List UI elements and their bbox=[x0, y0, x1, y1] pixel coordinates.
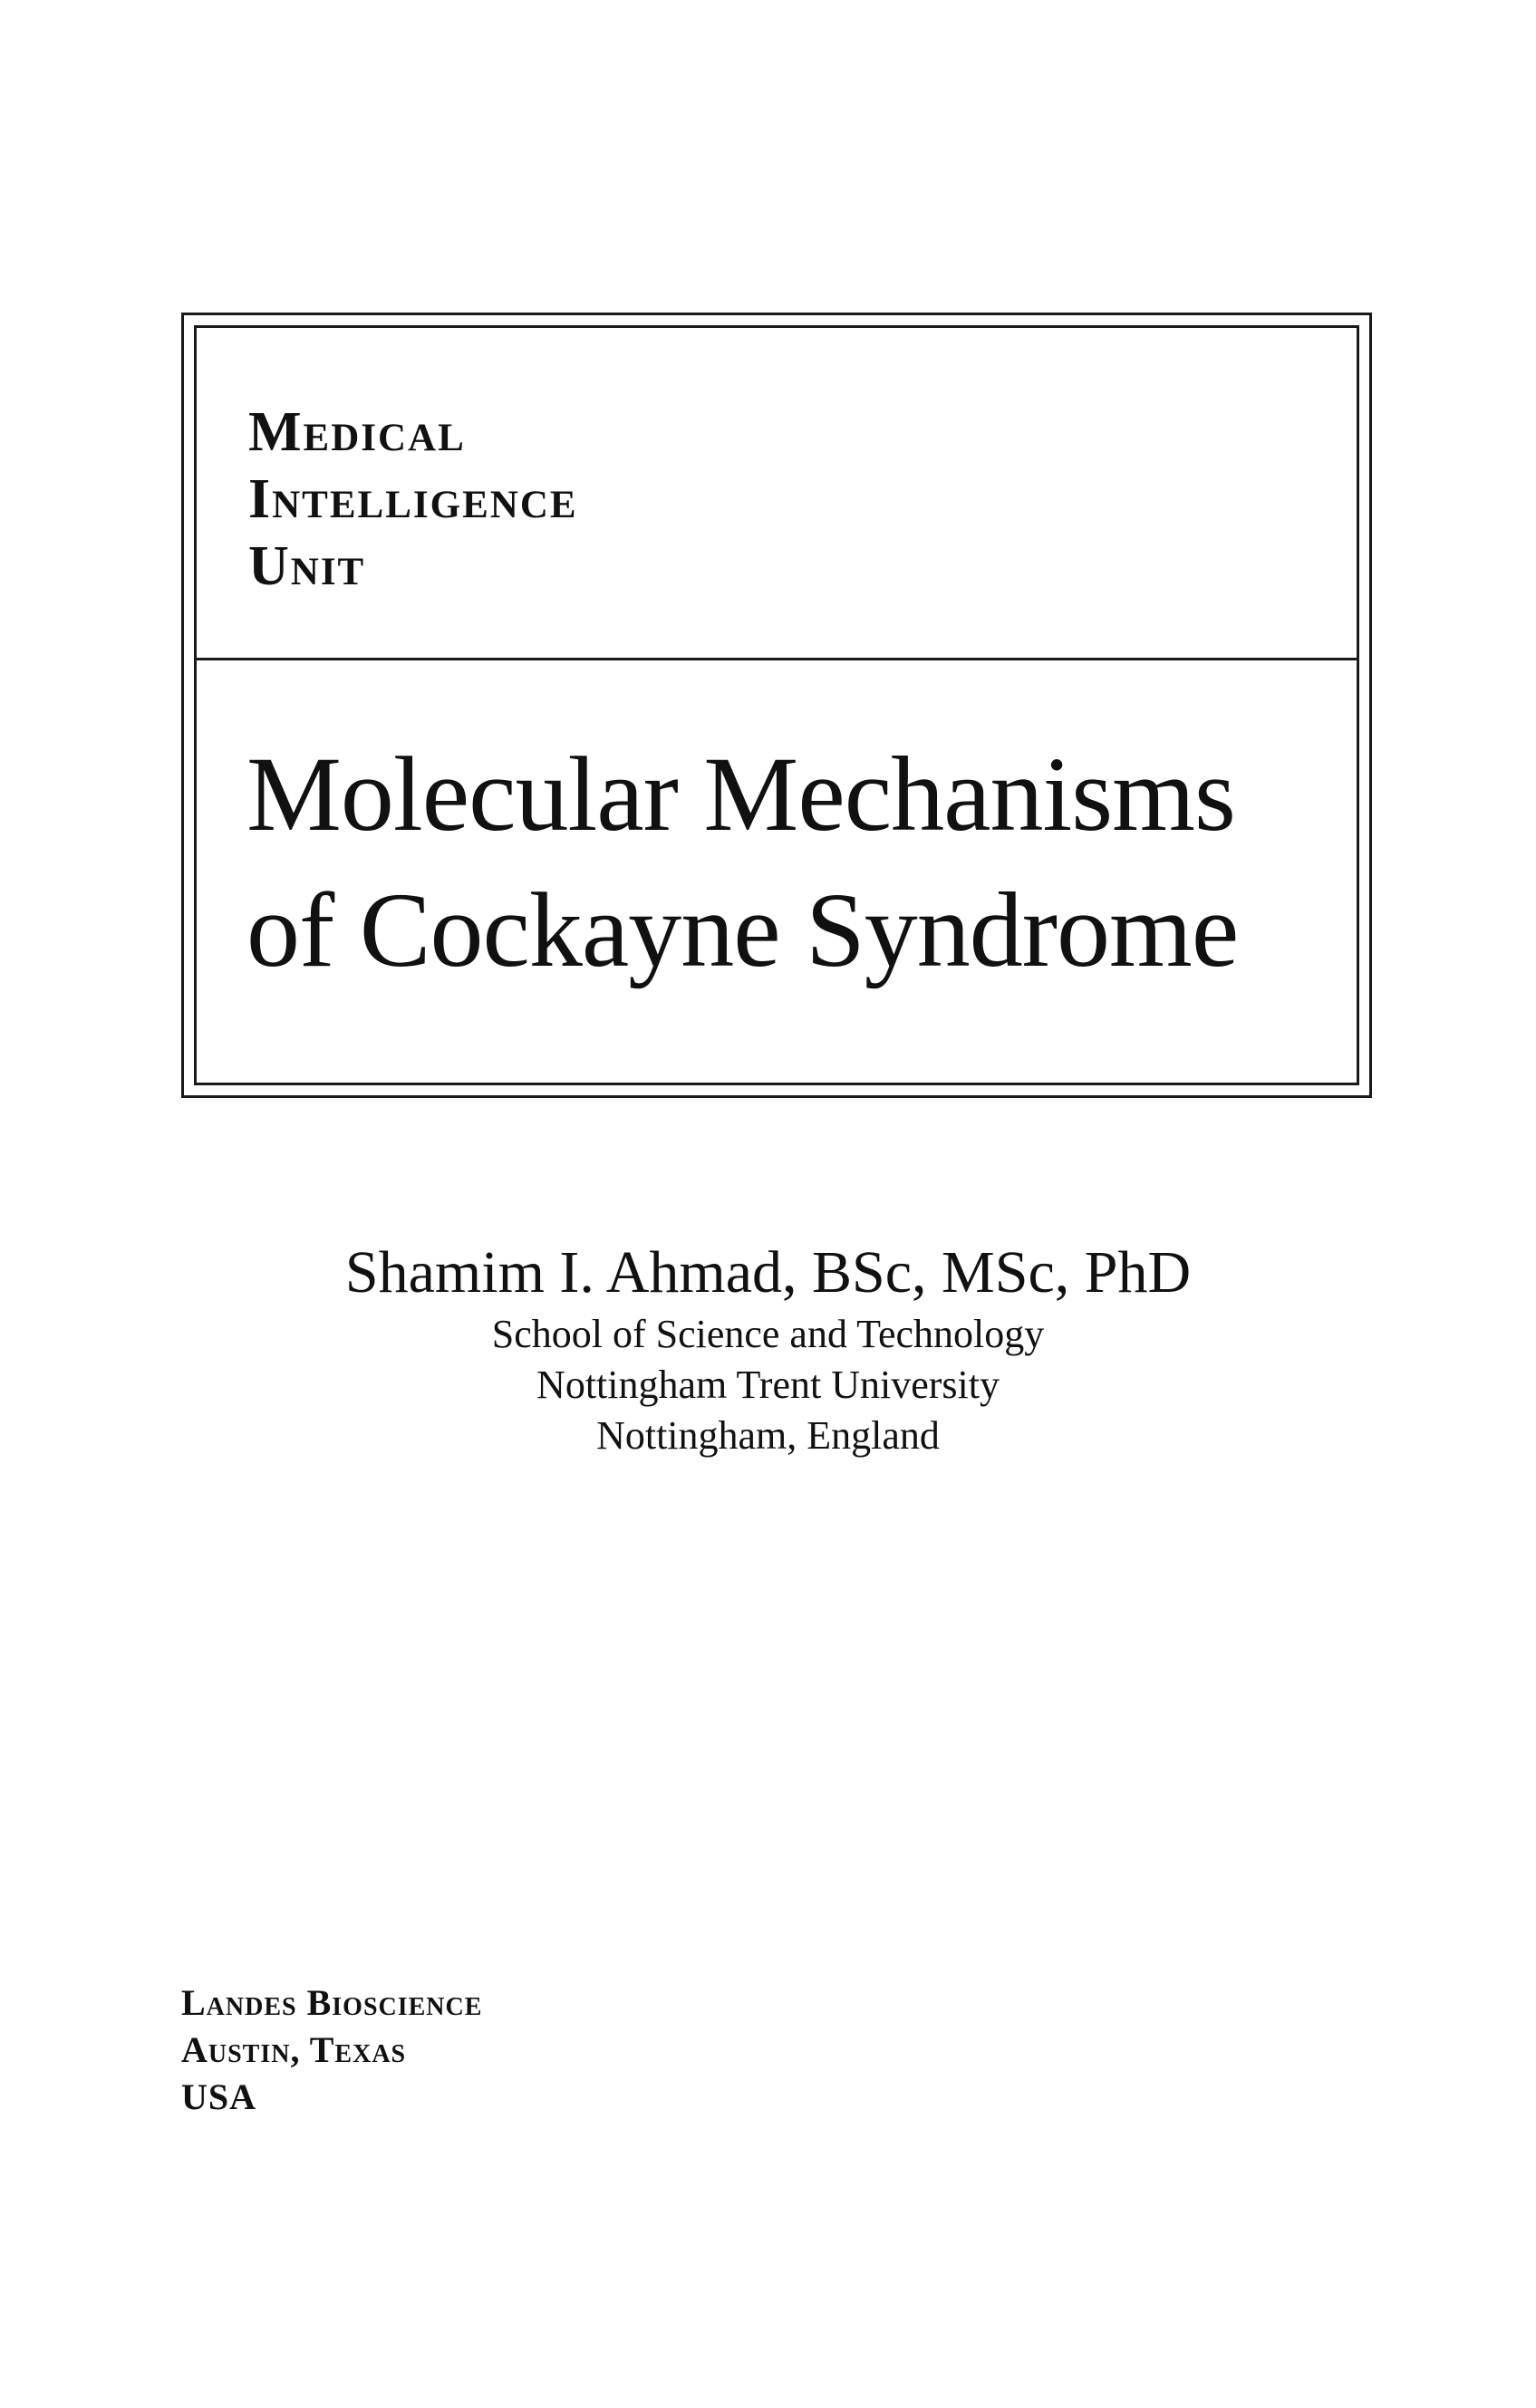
title-frame bbox=[181, 313, 1372, 1098]
title-frame-inner bbox=[194, 325, 1359, 1085]
series-name bbox=[248, 399, 578, 600]
publisher-imprint bbox=[181, 1979, 482, 2121]
author-affiliation-line: School of Science and Technology bbox=[491, 1312, 1045, 1356]
author-affiliation-line: Nottingham Trent University bbox=[536, 1363, 1000, 1407]
publisher-line: USA bbox=[181, 2076, 257, 2117]
publisher-line: Landes Bioscience bbox=[181, 1982, 483, 2023]
book-title bbox=[246, 727, 1238, 998]
series-line: Intelligence bbox=[248, 468, 578, 530]
series-line: Unit bbox=[248, 535, 366, 597]
author-block bbox=[0, 1237, 1536, 1461]
frame-divider bbox=[197, 658, 1357, 660]
book-title-line: Molecular Mechanisms bbox=[246, 735, 1235, 853]
series-line: Medical bbox=[248, 401, 466, 463]
author-name: Shamim I. Ahmad, BSc, MSc, PhD bbox=[344, 1239, 1192, 1305]
publisher-line: Austin, Texas bbox=[181, 2029, 407, 2070]
book-title-line: of Cockayne Syndrome bbox=[246, 871, 1239, 989]
author-affiliation-line: Nottingham, England bbox=[596, 1413, 940, 1458]
